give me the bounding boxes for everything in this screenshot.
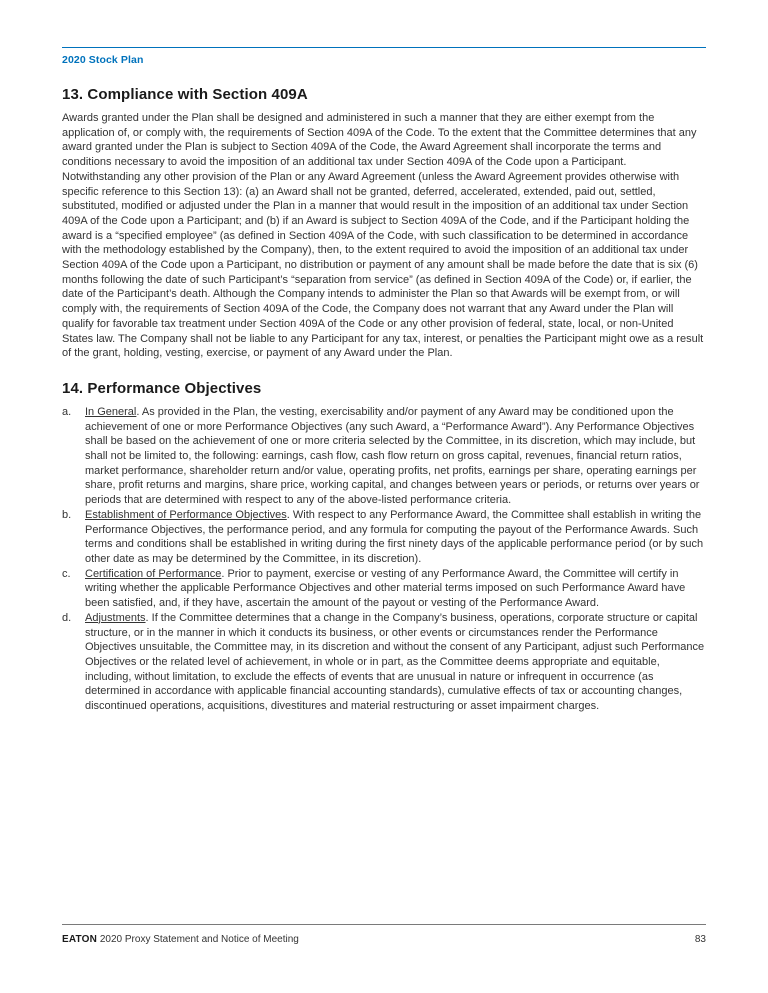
running-head: 2020 Stock Plan bbox=[62, 54, 144, 66]
header-rule bbox=[62, 47, 706, 48]
list-item-lead: Certification of Performance bbox=[85, 567, 222, 580]
list-item-lead: In General bbox=[85, 405, 137, 418]
list-item-text bbox=[85, 508, 706, 567]
page-footer bbox=[62, 924, 706, 945]
list-item-text bbox=[85, 611, 706, 714]
list-item-text bbox=[85, 567, 706, 611]
page-header bbox=[62, 47, 706, 66]
list-marker: c. bbox=[62, 567, 71, 580]
footer-left bbox=[62, 934, 299, 945]
list-item-rest: . Prior to payment, exercise or vesting of any Performance Award, the Committee will certify in writing whether the applicable Performance Objectives and other material terms imposed on such Performance Award have been satisfied, and, if they have, ascertain the amount of the payout or vesting of the Performance Award. bbox=[85, 567, 686, 610]
page-number: 83 bbox=[694, 934, 706, 945]
performance-objectives-list bbox=[62, 405, 706, 714]
list-marker: d. bbox=[62, 611, 72, 624]
list-item bbox=[62, 567, 706, 611]
section-13-heading: 13. Compliance with Section 409A bbox=[62, 86, 308, 103]
footer-text: 2020 Proxy Statement and Notice of Meeting bbox=[97, 934, 299, 945]
list-item-lead: Adjustments bbox=[85, 611, 146, 624]
list-marker: a. bbox=[62, 405, 72, 418]
list-item-rest: . If the Committee determines that a change in the Company’s business, operations, corporate structure or capital structure, or in the manner in which it conducts its business, or other events or circumstances render the Performance Objectives unsuitable, the Committee may, in its discretion and without the consent of any Participant, adjust such Performance Objectives or the related level of achievement, in whole or in part, as the Committee deems appropriate and equitable, including, without limitation, to exclude the effects of events that are unusual in nature or infrequent in occurrence (as determined in accordance with applicable financial accounting standards), cumulative effects of tax or accounting changes, discontinued operations, acquisitions, divestitures and material restructuring or asset impairment charges. bbox=[85, 611, 705, 713]
section-13-body: Awards granted under the Plan shall be designed and administered in such a manner that they are either exempt from the application of, or comply with, the requirements of Section 409A of the Code. To the extent that the Committee determines that any award granted under the Plan is subject to Section 409A of the Code, the Award Agreement shall incorporate the terms and conditions necessary to avoid the imposition of an additional tax under Section 409A of the Code upon a Participant. Notwithstanding any other provision of the Plan or any Award Agreement (unless the Award Agreement provides otherwise with specific reference to this Section 13): (a) an Award shall not be granted, deferred, accelerated, extended, paid out, settled, substituted, modified or adjusted under the Plan in a manner that would result in the imposition of an additional tax under Section 409A of the Code upon a Participant; and (b) if an Award is subject to Section 409A of the Code, and if the Participant holding the award is a “specified employee” (as defined in Section 409A of the Code, with such classification to be determined in accordance with the methodology established by the Company), then, to the extent required to avoid the imposition of an additional tax under Section 409A of the Code upon a Participant, no distribution or payment of any amount shall be made before the date that is six (6) months following the date of such Participant’s “separation from service” (as defined in Section 409A of the Code) or, if earlier, the date of the Participant’s death. Although the Company intends to administer the Plan so that Awards will be exempt from, or will comply with, the requirements of Section 409A of the Code, the Company does not warrant that any Award under the Plan will qualify for favorable tax treatment under Section 409A of the Code or any other provision of federal, state, local, or non-United States law. The Company shall not be liable to any Participant for any tax, interest, or penalties the Participant might owe as a result of the grant, holding, vesting, exercise, or payment of any Award under the Plan. bbox=[62, 112, 704, 360]
section-14-heading: 14. Performance Objectives bbox=[62, 379, 262, 397]
page-content bbox=[62, 86, 706, 714]
list-item bbox=[62, 405, 706, 508]
list-item bbox=[62, 508, 706, 567]
list-item-rest: . With respect to any Performance Award, the Committee shall establish in writing the Performance Objectives, the performance period, and any formula for computing the payout of the Performance Awards. Such terms and conditions shall be established in writing during the first ninety days of the applicable performance period (or by such other date as may be determined by the Committee, in its discretion). bbox=[85, 508, 704, 565]
list-item-rest: . As provided in the Plan, the vesting, exercisability and/or payment of any Award may be conditioned upon the achievement of one or more Performance Objectives (any such Award, a “Performance Award”). Any Performance Objectives shall be based on the achievement of one or more criteria selected by the Committee, in its discretion, which may include, but shall not be limited to, the following: earnings, cash flow, cash flow return on gross capital, revenues, financial return ratios, market performance, shareholder return and/or value, operating profits, net profits, earnings per share, operating earnings per share, profit returns and margins, share price, working capital, and changes between years or periods, or returns over years or periods that are determined with respect to any of the above-listed performance criteria. bbox=[85, 405, 700, 507]
list-item-text bbox=[85, 405, 706, 508]
list-item bbox=[62, 611, 706, 714]
list-item-lead: Establishment of Performance Objectives bbox=[85, 508, 287, 521]
footer-brand: EATON bbox=[62, 934, 98, 945]
list-marker: b. bbox=[62, 508, 72, 521]
